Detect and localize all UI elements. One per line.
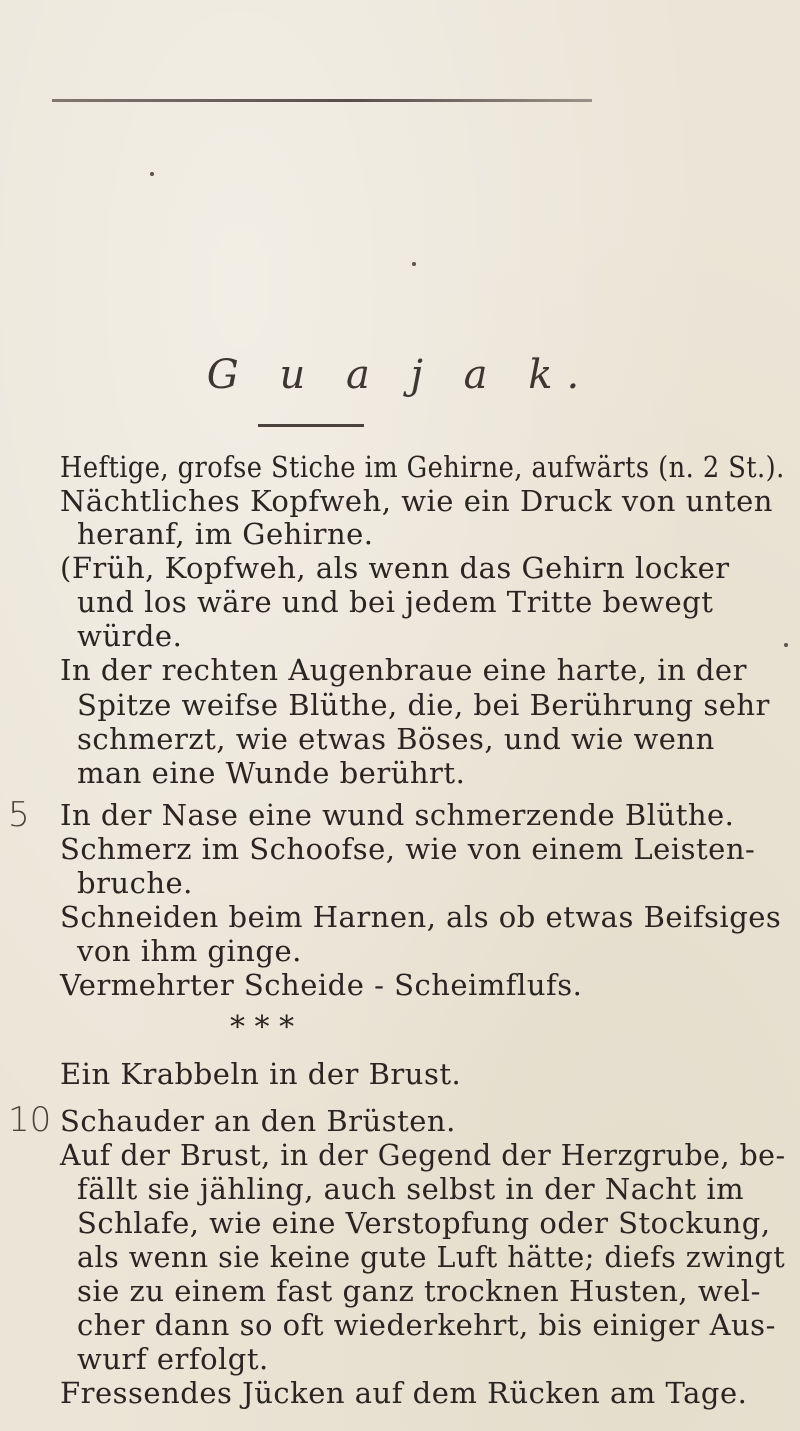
text-line: als wenn sie keine gute Luft hätte; diefs zwingt — [77, 1240, 786, 1274]
title-letter: k. — [528, 352, 594, 398]
text-line: cher dann so oft wiederkehrt, bis einiger Aus- — [77, 1308, 776, 1342]
text-line: Schmerz im Schoofse, wie von einem Leisten- — [60, 832, 756, 866]
text-line: Ein Krabbeln in der Brust. — [60, 1057, 462, 1091]
paper-speck — [150, 172, 154, 176]
text-line: Vermehrter Scheide - Scheimflufs. — [60, 968, 583, 1002]
paper-speck — [412, 262, 416, 266]
text-line: bruche. — [77, 866, 193, 900]
page-title — [0, 352, 800, 398]
text-line: Spitze weifse Blüthe, die, bei Berührung sehr — [77, 688, 770, 722]
text-line: In der Nase eine wund schmerzende Blüthe. — [60, 798, 735, 832]
text-line: fällt sie jähling, auch selbst in der Nacht im — [77, 1172, 745, 1206]
text-line: In der rechten Augenbraue eine harte, in der — [60, 653, 747, 687]
text-line: Nächtliches Kopfweh, wie ein Druck von unten — [60, 484, 773, 518]
title-letter: a — [463, 352, 502, 398]
section-separator: * * * — [230, 1010, 295, 1045]
top-decorative-rule — [52, 99, 592, 102]
title-underline — [258, 424, 364, 427]
title-letter: a — [345, 352, 384, 398]
title-letter: G — [206, 352, 253, 398]
text-line: Schneiden beim Harnen, als ob etwas Beifsiges — [60, 900, 782, 934]
text-line: man eine Wunde berührt. — [77, 756, 466, 790]
text-line: Schauder an den Brüsten. — [60, 1104, 456, 1138]
text-line: schmerzt, wie etwas Böses, und wie wenn — [77, 722, 715, 756]
text-line: Schlafe, wie eine Verstopfung oder Stockung, — [77, 1206, 771, 1240]
title-letter: u — [279, 352, 320, 398]
text-line: Heftige, grofse Stiche im Gehirne, aufwärts (n. 2 St.). — [60, 450, 785, 484]
text-line: wurf erfolgt. — [77, 1342, 269, 1376]
text-line: und los wäre und bei jedem Tritte bewegt — [77, 585, 714, 619]
text-line: sie zu einem fast ganz trocknen Husten, wel- — [77, 1274, 761, 1308]
text-line: würde. — [77, 619, 183, 653]
text-line: Fressendes Jücken auf dem Rücken am Tage. — [60, 1376, 748, 1410]
line-number: 5 — [8, 795, 30, 835]
text-line: von ihm ginge. — [77, 934, 302, 968]
paper-speck — [784, 643, 788, 647]
text-line: heranf, im Gehirne. — [77, 517, 374, 551]
line-number: 10 — [8, 1100, 52, 1140]
text-line: (Früh, Kopfweh, als wenn das Gehirn locker — [60, 551, 730, 585]
text-line: Auf der Brust, in der Gegend der Herzgrube, be- — [60, 1138, 786, 1172]
title-letter: j — [410, 352, 437, 398]
